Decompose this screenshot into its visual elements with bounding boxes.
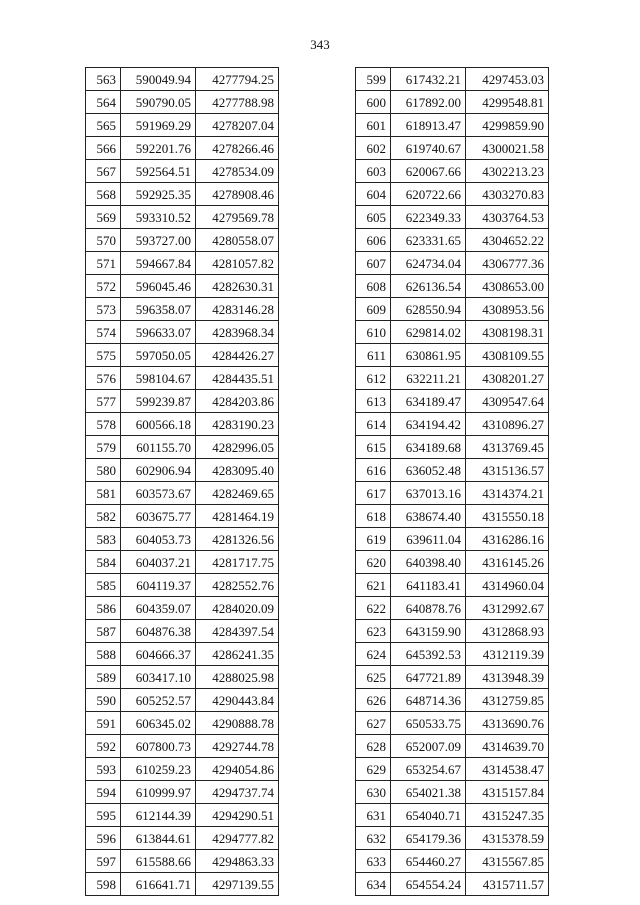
x-coordinate-cell: 634189.47 [391,390,466,413]
table-row [86,781,279,804]
x-coordinate-cell: 594667.84 [121,252,196,275]
point-number-cell: 588 [86,643,121,666]
table-row [86,390,279,413]
table-row [86,712,279,735]
point-number-cell: 620 [356,551,391,574]
x-coordinate-cell: 639611.04 [391,528,466,551]
point-number-cell: 607 [356,252,391,275]
x-coordinate-cell: 629814.02 [391,321,466,344]
table-row [356,827,549,850]
y-coordinate-cell: 4315567.85 [466,850,549,873]
x-coordinate-cell: 645392.53 [391,643,466,666]
table-row [356,781,549,804]
coordinates-table-right [355,67,549,896]
y-coordinate-cell: 4283968.34 [196,321,279,344]
point-number-cell: 572 [86,275,121,298]
point-number-cell: 602 [356,137,391,160]
x-coordinate-cell: 590790.05 [121,91,196,114]
x-coordinate-cell: 640878.76 [391,597,466,620]
table-row [86,597,279,620]
table-row [86,367,279,390]
y-coordinate-cell: 4278266.46 [196,137,279,160]
x-coordinate-cell: 634189.68 [391,436,466,459]
table-row [356,574,549,597]
x-coordinate-cell: 610999.97 [121,781,196,804]
point-number-cell: 579 [86,436,121,459]
x-coordinate-cell: 617432.21 [391,68,466,91]
table-row [86,689,279,712]
point-number-cell: 623 [356,620,391,643]
y-coordinate-cell: 4315136.57 [466,459,549,482]
x-coordinate-cell: 654021.38 [391,781,466,804]
table-row [86,804,279,827]
x-coordinate-cell: 592201.76 [121,137,196,160]
point-number-cell: 565 [86,114,121,137]
y-coordinate-cell: 4308201.27 [466,367,549,390]
page-number: 343 [310,37,330,52]
point-number-cell: 615 [356,436,391,459]
table-row [86,206,279,229]
x-coordinate-cell: 598104.67 [121,367,196,390]
point-number-cell: 575 [86,344,121,367]
x-coordinate-cell: 650533.75 [391,712,466,735]
table-row [86,620,279,643]
table-row [356,183,549,206]
x-coordinate-cell: 654179.36 [391,827,466,850]
x-coordinate-cell: 596633.07 [121,321,196,344]
point-number-cell: 608 [356,275,391,298]
y-coordinate-cell: 4312759.85 [466,689,549,712]
table-row [356,597,549,620]
y-coordinate-cell: 4282469.65 [196,482,279,505]
y-coordinate-cell: 4282996.05 [196,436,279,459]
table-row [86,850,279,873]
table-row [356,620,549,643]
x-coordinate-cell: 596358.07 [121,298,196,321]
y-coordinate-cell: 4288025.98 [196,666,279,689]
table-row [356,482,549,505]
table-row [356,367,549,390]
point-number-cell: 574 [86,321,121,344]
x-coordinate-cell: 624734.04 [391,252,466,275]
point-number-cell: 571 [86,252,121,275]
point-number-cell: 630 [356,781,391,804]
point-number-cell: 616 [356,459,391,482]
x-coordinate-cell: 632211.21 [391,367,466,390]
x-coordinate-cell: 604666.37 [121,643,196,666]
point-number-cell: 634 [356,873,391,896]
point-number-cell: 606 [356,229,391,252]
x-coordinate-cell: 593727.00 [121,229,196,252]
y-coordinate-cell: 4315711.57 [466,873,549,896]
y-coordinate-cell: 4279569.78 [196,206,279,229]
table-row [86,183,279,206]
y-coordinate-cell: 4316145.26 [466,551,549,574]
x-coordinate-cell: 618913.47 [391,114,466,137]
x-coordinate-cell: 638674.40 [391,505,466,528]
x-coordinate-cell: 637013.16 [391,482,466,505]
table-row [356,689,549,712]
x-coordinate-cell: 600566.18 [121,413,196,436]
y-coordinate-cell: 4278534.09 [196,160,279,183]
y-coordinate-cell: 4282630.31 [196,275,279,298]
y-coordinate-cell: 4282552.76 [196,574,279,597]
y-coordinate-cell: 4308109.55 [466,344,549,367]
table-row [356,390,549,413]
point-number-cell: 622 [356,597,391,620]
x-coordinate-cell: 616641.71 [121,873,196,896]
x-coordinate-cell: 612144.39 [121,804,196,827]
table-row [86,528,279,551]
point-number-cell: 590 [86,689,121,712]
table-row [356,758,549,781]
point-number-cell: 628 [356,735,391,758]
y-coordinate-cell: 4283146.28 [196,298,279,321]
point-number-cell: 605 [356,206,391,229]
y-coordinate-cell: 4310896.27 [466,413,549,436]
point-number-cell: 583 [86,528,121,551]
y-coordinate-cell: 4278908.46 [196,183,279,206]
point-number-cell: 576 [86,367,121,390]
y-coordinate-cell: 4299859.90 [466,114,549,137]
point-number-cell: 580 [86,459,121,482]
point-number-cell: 610 [356,321,391,344]
x-coordinate-cell: 619740.67 [391,137,466,160]
x-coordinate-cell: 636052.48 [391,459,466,482]
y-coordinate-cell: 4294054.86 [196,758,279,781]
y-coordinate-cell: 4278207.04 [196,114,279,137]
y-coordinate-cell: 4302213.23 [466,160,549,183]
table-row [86,160,279,183]
table-row [356,137,549,160]
x-coordinate-cell: 602906.94 [121,459,196,482]
y-coordinate-cell: 4315550.18 [466,505,549,528]
point-number-cell: 613 [356,390,391,413]
point-number-cell: 587 [86,620,121,643]
x-coordinate-cell: 628550.94 [391,298,466,321]
table-row [86,551,279,574]
x-coordinate-cell: 604037.21 [121,551,196,574]
point-number-cell: 592 [86,735,121,758]
point-number-cell: 573 [86,298,121,321]
table-row [86,758,279,781]
x-coordinate-cell: 623331.65 [391,229,466,252]
point-number-cell: 619 [356,528,391,551]
y-coordinate-cell: 4312868.93 [466,620,549,643]
y-coordinate-cell: 4308653.00 [466,275,549,298]
x-coordinate-cell: 626136.54 [391,275,466,298]
table-row [356,804,549,827]
x-coordinate-cell: 591969.29 [121,114,196,137]
y-coordinate-cell: 4284426.27 [196,344,279,367]
table-row [86,873,279,896]
point-number-cell: 585 [86,574,121,597]
point-number-cell: 567 [86,160,121,183]
x-coordinate-cell: 605252.57 [121,689,196,712]
table-row [86,436,279,459]
table-row [86,252,279,275]
y-coordinate-cell: 4314538.47 [466,758,549,781]
x-coordinate-cell: 652007.09 [391,735,466,758]
x-coordinate-cell: 622349.33 [391,206,466,229]
y-coordinate-cell: 4304652.22 [466,229,549,252]
x-coordinate-cell: 654554.24 [391,873,466,896]
x-coordinate-cell: 654460.27 [391,850,466,873]
point-number-cell: 609 [356,298,391,321]
y-coordinate-cell: 4299548.81 [466,91,549,114]
x-coordinate-cell: 617892.00 [391,91,466,114]
table-row [86,482,279,505]
table-row [86,68,279,91]
point-number-cell: 604 [356,183,391,206]
y-coordinate-cell: 4281717.75 [196,551,279,574]
x-coordinate-cell: 613844.61 [121,827,196,850]
y-coordinate-cell: 4277794.25 [196,68,279,91]
table-row [86,574,279,597]
x-coordinate-cell: 604053.73 [121,528,196,551]
y-coordinate-cell: 4315157.84 [466,781,549,804]
x-coordinate-cell: 603417.10 [121,666,196,689]
table-row [86,137,279,160]
point-number-cell: 629 [356,758,391,781]
y-coordinate-cell: 4281057.82 [196,252,279,275]
point-number-cell: 600 [356,91,391,114]
point-number-cell: 632 [356,827,391,850]
y-coordinate-cell: 4308198.31 [466,321,549,344]
y-coordinate-cell: 4297453.03 [466,68,549,91]
y-coordinate-cell: 4290888.78 [196,712,279,735]
x-coordinate-cell: 634194.42 [391,413,466,436]
table-row [356,528,549,551]
point-number-cell: 581 [86,482,121,505]
point-number-cell: 599 [356,68,391,91]
x-coordinate-cell: 597050.05 [121,344,196,367]
table-row [356,873,549,896]
y-coordinate-cell: 4283190.23 [196,413,279,436]
y-coordinate-cell: 4281326.56 [196,528,279,551]
table-row [356,436,549,459]
x-coordinate-cell: 643159.90 [391,620,466,643]
table-row [356,321,549,344]
y-coordinate-cell: 4303764.53 [466,206,549,229]
point-number-cell: 582 [86,505,121,528]
y-coordinate-cell: 4308953.56 [466,298,549,321]
x-coordinate-cell: 647721.89 [391,666,466,689]
x-coordinate-cell: 648714.36 [391,689,466,712]
table-row [356,206,549,229]
point-number-cell: 595 [86,804,121,827]
x-coordinate-cell: 601155.70 [121,436,196,459]
coordinates-table-left [85,67,279,896]
y-coordinate-cell: 4312119.39 [466,643,549,666]
point-number-cell: 591 [86,712,121,735]
y-coordinate-cell: 4306777.36 [466,252,549,275]
table-row [356,160,549,183]
y-coordinate-cell: 4294863.33 [196,850,279,873]
point-number-cell: 578 [86,413,121,436]
table-row [356,551,549,574]
point-number-cell: 612 [356,367,391,390]
point-number-cell: 593 [86,758,121,781]
point-number-cell: 597 [86,850,121,873]
table-row [86,114,279,137]
point-number-cell: 631 [356,804,391,827]
table-row [356,114,549,137]
x-coordinate-cell: 604876.38 [121,620,196,643]
point-number-cell: 563 [86,68,121,91]
y-coordinate-cell: 4283095.40 [196,459,279,482]
x-coordinate-cell: 630861.95 [391,344,466,367]
y-coordinate-cell: 4316286.16 [466,528,549,551]
table-row [86,643,279,666]
y-coordinate-cell: 4300021.58 [466,137,549,160]
y-coordinate-cell: 4290443.84 [196,689,279,712]
x-coordinate-cell: 615588.66 [121,850,196,873]
y-coordinate-cell: 4313948.39 [466,666,549,689]
point-number-cell: 568 [86,183,121,206]
x-coordinate-cell: 607800.73 [121,735,196,758]
table-row [356,413,549,436]
point-number-cell: 589 [86,666,121,689]
x-coordinate-cell: 641183.41 [391,574,466,597]
point-number-cell: 617 [356,482,391,505]
table-row [86,298,279,321]
table-row [356,643,549,666]
table-row [356,91,549,114]
table-row [356,712,549,735]
table-row [356,666,549,689]
y-coordinate-cell: 4314960.04 [466,574,549,597]
table-row [356,298,549,321]
y-coordinate-cell: 4309547.64 [466,390,549,413]
x-coordinate-cell: 592925.35 [121,183,196,206]
table-row [86,505,279,528]
point-number-cell: 569 [86,206,121,229]
point-number-cell: 603 [356,160,391,183]
table-row [356,344,549,367]
y-coordinate-cell: 4313690.76 [466,712,549,735]
point-number-cell: 618 [356,505,391,528]
table-row [86,321,279,344]
x-coordinate-cell: 654040.71 [391,804,466,827]
y-coordinate-cell: 4312992.67 [466,597,549,620]
y-coordinate-cell: 4315378.59 [466,827,549,850]
table-row [356,505,549,528]
x-coordinate-cell: 640398.40 [391,551,466,574]
table-row [86,91,279,114]
x-coordinate-cell: 599239.87 [121,390,196,413]
x-coordinate-cell: 620067.66 [391,160,466,183]
x-coordinate-cell: 592564.51 [121,160,196,183]
x-coordinate-cell: 603573.67 [121,482,196,505]
point-number-cell: 598 [86,873,121,896]
y-coordinate-cell: 4277788.98 [196,91,279,114]
table-row [86,229,279,252]
table-row [356,68,549,91]
table-row [86,666,279,689]
y-coordinate-cell: 4297139.55 [196,873,279,896]
y-coordinate-cell: 4294737.74 [196,781,279,804]
y-coordinate-cell: 4294290.51 [196,804,279,827]
point-number-cell: 566 [86,137,121,160]
y-coordinate-cell: 4284020.09 [196,597,279,620]
point-number-cell: 614 [356,413,391,436]
point-number-cell: 594 [86,781,121,804]
point-number-cell: 625 [356,666,391,689]
point-number-cell: 586 [86,597,121,620]
x-coordinate-cell: 596045.46 [121,275,196,298]
y-coordinate-cell: 4294777.82 [196,827,279,850]
table-row [86,827,279,850]
y-coordinate-cell: 4286241.35 [196,643,279,666]
x-coordinate-cell: 610259.23 [121,758,196,781]
table-row [356,459,549,482]
table-row [86,275,279,298]
y-coordinate-cell: 4292744.78 [196,735,279,758]
table-row [86,735,279,758]
point-number-cell: 633 [356,850,391,873]
point-number-cell: 624 [356,643,391,666]
point-number-cell: 601 [356,114,391,137]
point-number-cell: 564 [86,91,121,114]
x-coordinate-cell: 593310.52 [121,206,196,229]
point-number-cell: 570 [86,229,121,252]
point-number-cell: 611 [356,344,391,367]
point-number-cell: 621 [356,574,391,597]
point-number-cell: 596 [86,827,121,850]
y-coordinate-cell: 4281464.19 [196,505,279,528]
table-row [86,413,279,436]
x-coordinate-cell: 604119.37 [121,574,196,597]
y-coordinate-cell: 4313769.45 [466,436,549,459]
x-coordinate-cell: 620722.66 [391,183,466,206]
table-row [86,344,279,367]
y-coordinate-cell: 4303270.83 [466,183,549,206]
y-coordinate-cell: 4284397.54 [196,620,279,643]
point-number-cell: 584 [86,551,121,574]
table-row [356,735,549,758]
y-coordinate-cell: 4314374.21 [466,482,549,505]
point-number-cell: 627 [356,712,391,735]
table-row [356,275,549,298]
x-coordinate-cell: 653254.67 [391,758,466,781]
x-coordinate-cell: 604359.07 [121,597,196,620]
y-coordinate-cell: 4314639.70 [466,735,549,758]
y-coordinate-cell: 4284435.51 [196,367,279,390]
x-coordinate-cell: 606345.02 [121,712,196,735]
table-row [356,850,549,873]
table-row [356,229,549,252]
point-number-cell: 577 [86,390,121,413]
y-coordinate-cell: 4280558.07 [196,229,279,252]
table-row [86,459,279,482]
y-coordinate-cell: 4284203.86 [196,390,279,413]
x-coordinate-cell: 590049.94 [121,68,196,91]
y-coordinate-cell: 4315247.35 [466,804,549,827]
point-number-cell: 626 [356,689,391,712]
x-coordinate-cell: 603675.77 [121,505,196,528]
table-row [356,252,549,275]
